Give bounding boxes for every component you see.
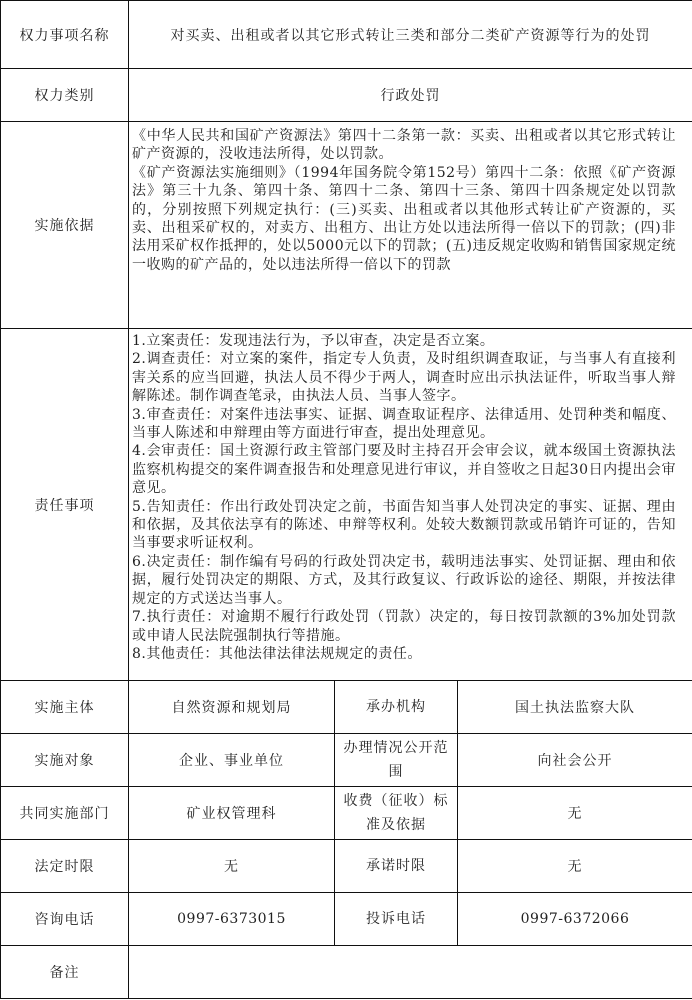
row-legal-basis xyxy=(1,122,692,329)
target-value: 企业、事业单位 xyxy=(129,734,335,787)
implementing-body-label: 实施主体 xyxy=(1,681,129,734)
responsibility-item: 3.审查责任：对案件违法事实、证据、调查取证程序、法律适用、处罚种类和幅度、当事人陈述和申辩理由等方面进行审查，提出处理意见。 xyxy=(132,406,677,442)
remarks-value xyxy=(129,946,692,999)
power-name-value: 对买卖、出租或者以其它形式转让三类和部分二类矿产资源等行为的处罚 xyxy=(129,1,692,69)
responsibility-item: 1.立案责任：发现违法行为，予以审查，决定是否立案。 xyxy=(132,333,495,349)
power-category-value: 行政处罚 xyxy=(129,69,692,122)
responsibilities-content xyxy=(129,329,692,681)
legal-basis-paragraph: 《中华人民共和国矿产资源法》第四十二条第一款：买卖、出租或者以其它形式转让矿产资源的，没收违法所得，处以罚款。 xyxy=(132,128,677,163)
row-time-limit xyxy=(1,840,692,893)
row-responsibilities xyxy=(1,329,692,681)
responsibility-item: 8.其他责任：其他法律法律法规规定的责任。 xyxy=(132,645,422,662)
statutory-time-limit-label: 法定时限 xyxy=(1,840,129,893)
legal-basis-label: 实施依据 xyxy=(1,122,129,329)
promised-time-limit-value: 无 xyxy=(458,840,692,893)
legal-basis-content xyxy=(129,122,692,329)
disclosure-scope-label: 办理情况公开范围 xyxy=(335,734,458,787)
handling-agency-label: 承办机构 xyxy=(335,681,458,734)
joint-dept-value: 矿业权管理科 xyxy=(129,787,335,840)
fee-standard-value: 无 xyxy=(458,787,692,840)
fee-standard-label: 收费（征收）标准及依据 xyxy=(335,787,458,840)
consult-phone-value: 0997-6373015 xyxy=(129,893,335,946)
power-name-label: 权力事项名称 xyxy=(1,1,129,69)
consult-phone-label: 咨询电话 xyxy=(1,893,129,946)
responsibility-item: 2.调查责任：对立案的案件，指定专人负责，及时组织调查取证，与当事人有直接利害关系的应当回避，执法人员不得少于两人，调查时应出示执法证件，听取当事人辩解陈述。制作调查笔录，由执法人员、当事人签字。 xyxy=(132,351,677,405)
complaint-phone-value: 0997-6372066 xyxy=(458,893,692,946)
statutory-time-limit-value: 无 xyxy=(129,840,335,893)
responsibility-item: 6.决定责任：制作编有号码的行政处罚决定书，载明违法事实、处罚证据、理由和依据，履行处罚决定的期限、方式，及其行政复议、行政诉讼的途径、期限，并按法律规定的方式送达当事人。 xyxy=(132,553,677,607)
implementing-body-value: 自然资源和规划局 xyxy=(129,681,335,734)
disclosure-scope-value: 向社会公开 xyxy=(458,734,692,787)
joint-dept-label: 共同实施部门 xyxy=(1,787,129,840)
row-phones xyxy=(1,893,692,946)
responsibility-item: 5.告知责任：作出行政处罚决定之前，书面告知当事人处罚决定的事实、证据、理由和依据，及其依法享有的陈述、申辩等权利。处较大数额罚款或吊销许可证的，告知当事要求听证权利。 xyxy=(132,498,677,552)
legal-basis-paragraph: 《矿产资源法实施细则》（1994年国务院令第152号）第四十二条：依照《矿产资源法》第三十九条、第四十条、第四十二条、第四十三条、第四十四条规定处以罚款的，分别按照下列规定执行：(三)买卖、出租或者以其他形式转让矿产资源的，买卖、出租采矿权的，对卖方、出租方、出让方处以违法所得一倍以下的罚款；(四)非法用采矿权作抵押的，处以5000元以下的罚款；(五)违反规定收购和销售国家规定统一收购的矿产品的，处以违法所得一倍以下的罚款 xyxy=(132,164,677,273)
row-joint-dept xyxy=(1,787,692,840)
responsibilities-label: 责任事项 xyxy=(1,329,129,681)
target-label: 实施对象 xyxy=(1,734,129,787)
handling-agency-value: 国土执法监察大队 xyxy=(458,681,692,734)
responsibility-item: 4.会审责任：国土资源行政主管部门要及时主持召开会审会议，就本级国土资源执法监察机构提交的案件调查报告和处理意见进行审议，并自签收之日起30日内提出会审意见。 xyxy=(132,443,677,497)
complaint-phone-label: 投诉电话 xyxy=(335,893,458,946)
power-category-label: 权力类别 xyxy=(1,69,129,122)
row-remarks xyxy=(1,946,692,999)
row-target xyxy=(1,734,692,787)
remarks-label: 备注 xyxy=(1,946,129,999)
row-implementing-body xyxy=(1,681,692,734)
row-power-category xyxy=(1,69,692,122)
responsibility-item: 7.执行责任：对逾期不履行行政处罚（罚款）决定的，每日按罚款额的3%加处罚款或申请人民法院强制执行等措施。 xyxy=(132,609,677,644)
row-power-name xyxy=(1,1,692,69)
promised-time-limit-label: 承诺时限 xyxy=(335,840,458,893)
